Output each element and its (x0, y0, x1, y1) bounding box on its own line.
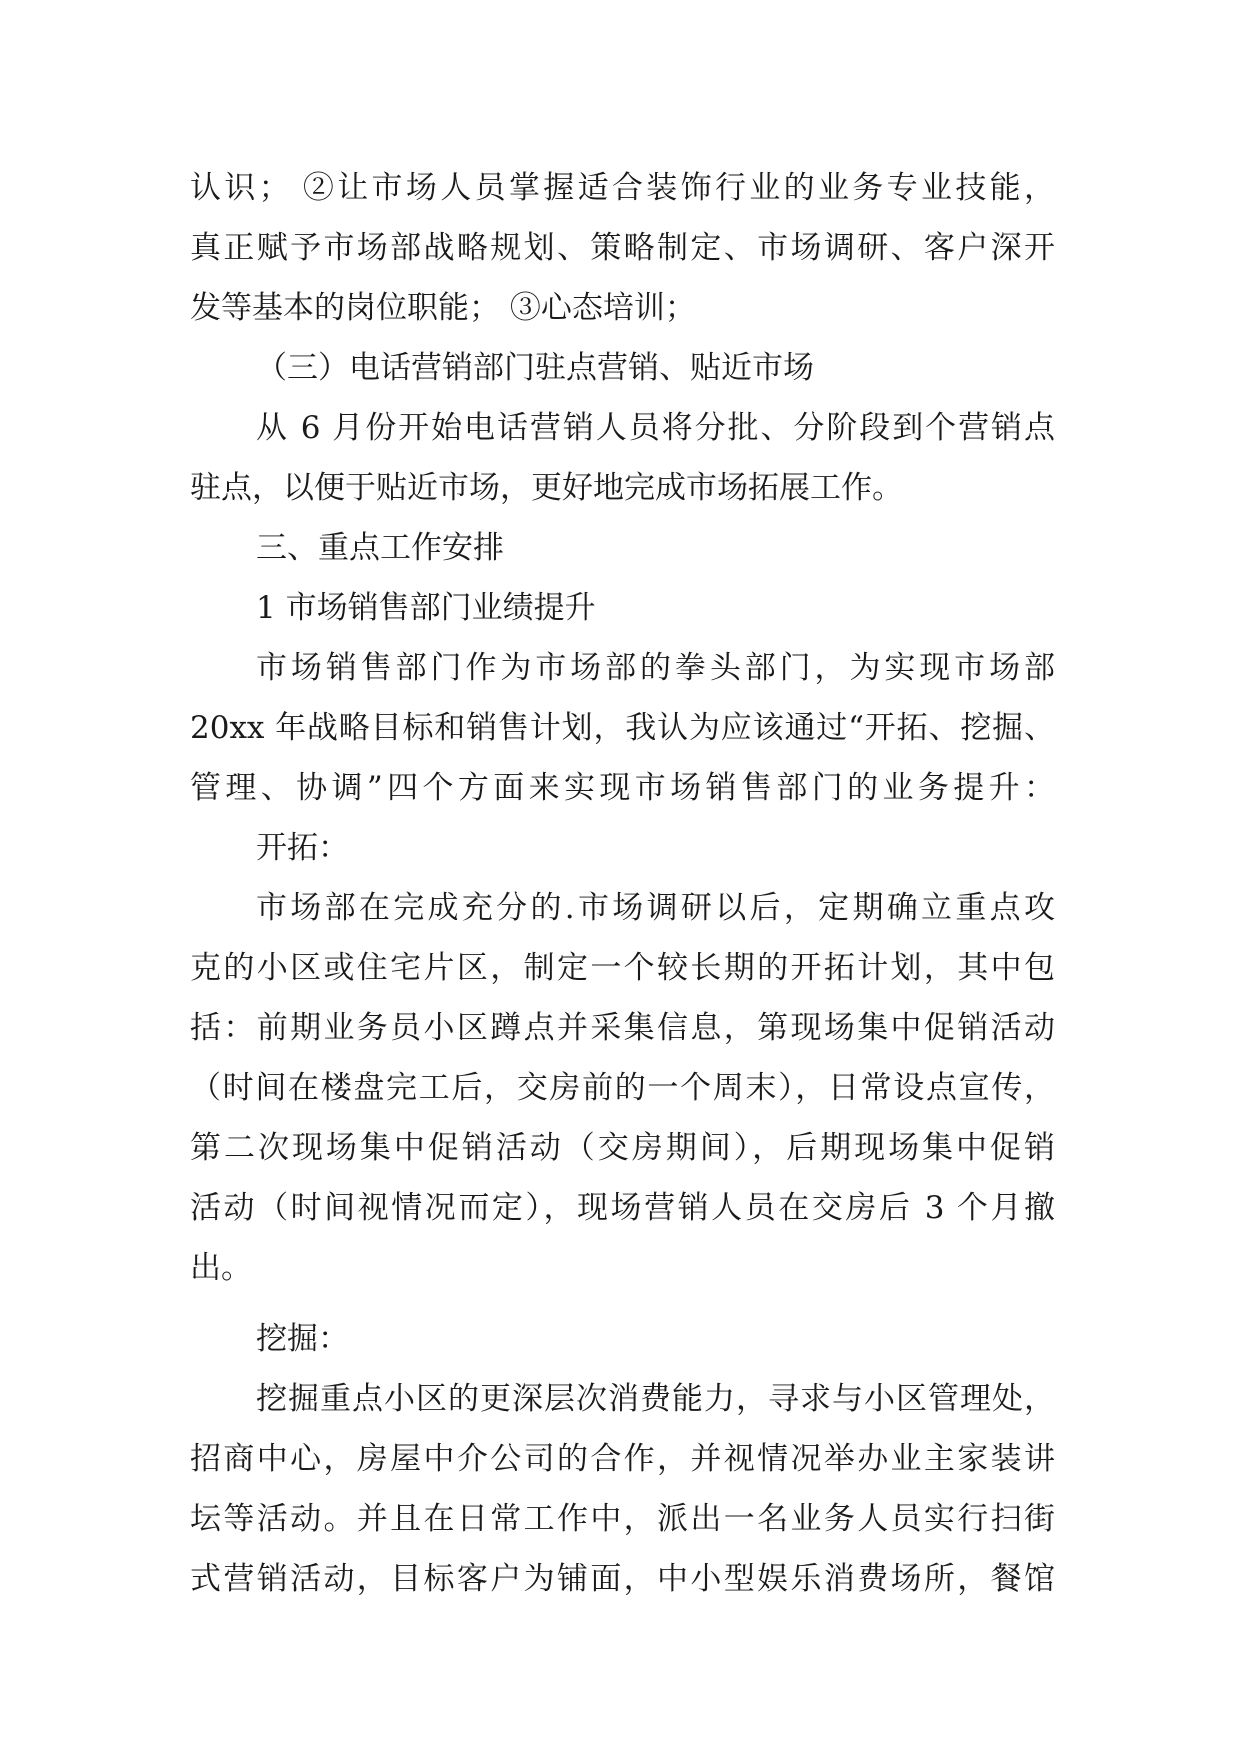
text-line: 活动（时间视情况而定），现场营销人员在交房后 3 个月撤 (190, 1190, 1055, 1226)
text-line: 真正赋予市场部战略规划、策略制定、市场调研、客户深开 (190, 230, 1055, 266)
text-line: （时间在楼盘完工后，交房前的一个周末），日常设点宣传， (190, 1070, 1055, 1106)
paragraph-label: 开拓： (256, 830, 349, 866)
section-heading: 三、重点工作安排 (256, 530, 504, 566)
text-line: 坛等活动。并且在日常工作中，派出一名业务人员实行扫街 (190, 1501, 1055, 1537)
text-line: 从 6 月份开始电话营销人员将分批、分阶段到个营销点 (256, 410, 1055, 446)
text-line: 市场部在完成充分的.市场调研以后，定期确立重点攻 (256, 890, 1055, 926)
text-line: 挖掘重点小区的更深层次消费能力，寻求与小区管理处， (256, 1381, 1055, 1417)
text-line: 克的小区或住宅片区，制定一个较长期的开拓计划，其中包 (190, 950, 1055, 986)
document-body (190, 158, 1055, 1609)
paragraph-label: 挖掘： (256, 1321, 349, 1357)
text-line: 第二次现场集中促销活动（交房期间），后期现场集中促销 (190, 1130, 1055, 1166)
text-line: 招商中心，房屋中介公司的合作，并视情况举办业主家装讲 (190, 1441, 1055, 1477)
text-line: 出。 (190, 1250, 252, 1286)
text-line: 发等基本的岗位职能； ③心态培训； (190, 290, 696, 326)
text-line: 认识； ②让市场人员掌握适合装饰行业的业务专业技能， (190, 170, 1055, 206)
subsection-heading: 1 市场销售部门业绩提升 (256, 590, 596, 626)
text-line: 括：前期业务员小区蹲点并采集信息，第现场集中促销活动 (190, 1010, 1055, 1046)
text-line: 市场销售部门作为市场部的拳头部门，为实现市场部 (256, 650, 1055, 686)
text-line: 20xx 年战略目标和销售计划，我认为应该通过“开拓、挖掘、 (190, 710, 1055, 746)
text-line: 驻点，以便于贴近市场，更好地完成市场拓展工作。 (190, 470, 903, 506)
text-line: 式营销活动，目标客户为铺面，中小型娱乐消费场所，餐馆 (190, 1561, 1055, 1597)
text-line: 管理、协调”四个方面来实现市场销售部门的业务提升： (190, 770, 1055, 806)
section-heading: （三）电话营销部门驻点营销、贴近市场 (256, 350, 814, 386)
